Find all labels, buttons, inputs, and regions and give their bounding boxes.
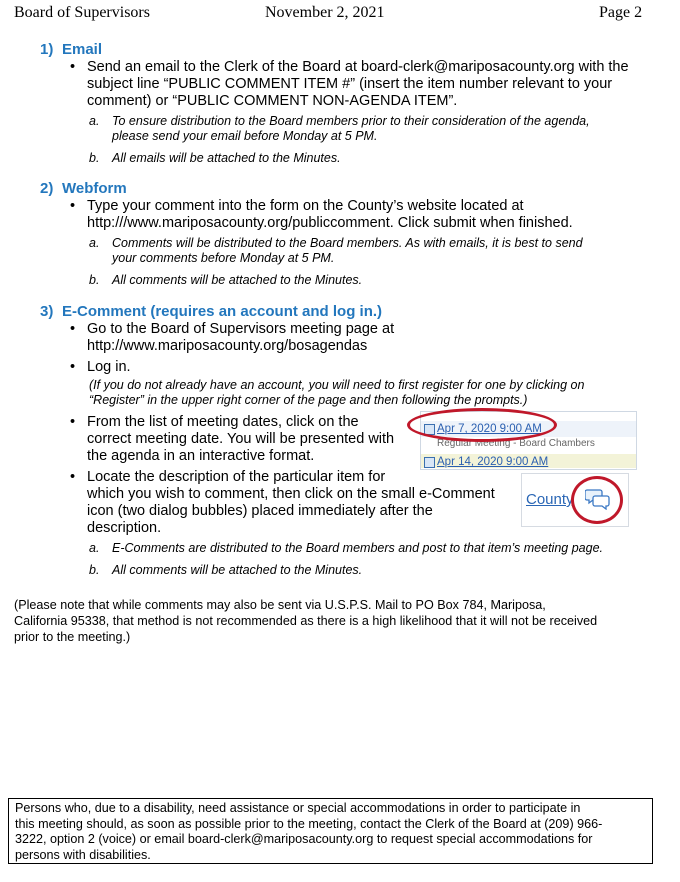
text-line: E-Comments are distributed to the Board members and post to that item’s meeting page.	[112, 541, 603, 555]
highlight-circle	[407, 408, 557, 442]
sub-item-label: b.	[89, 151, 100, 165]
agenda-item-link[interactable]: County	[526, 491, 574, 508]
bullet-icon: •	[70, 198, 76, 214]
section-number: 1)	[40, 41, 54, 58]
text-line: All emails will be attached to the Minutes.	[112, 151, 341, 165]
section-number: 2)	[40, 180, 54, 197]
sub-item-label: a.	[89, 236, 100, 250]
highlight-circle	[571, 476, 623, 524]
meeting-date-link[interactable]: Apr 14, 2020 9:00 AM	[437, 456, 549, 468]
text-line: please send your email before Monday at 5 PM.	[112, 129, 378, 143]
section-ecomment-heading	[40, 303, 382, 320]
meeting-description: Regular Meeting - Board Chambers	[437, 438, 595, 449]
text-line: All comments will be attached to the Minutes.	[112, 563, 363, 577]
text-line: this meeting should, as soon as possible prior to the meeting, contact the Clerk of the Board at (209) 966-	[15, 816, 603, 831]
text-line: (Please note that while comments may also be sent via U.S.P.S. Mail to PO Box 784, Mariposa,	[14, 598, 546, 612]
bullet-icon: •	[70, 359, 76, 375]
text-line: description.	[87, 520, 162, 536]
accessibility-notice	[8, 798, 653, 864]
text-line: (If you do not already have an account, you will need to first register for one by clicking on	[89, 378, 585, 392]
login-note	[89, 378, 584, 408]
text-line: Persons who, due to a disability, need assistance or special accommodations in order to participate in	[15, 801, 581, 815]
bullet-icon: •	[70, 414, 76, 430]
header-page-number: Page 2	[599, 4, 643, 21]
text-line: http:///www.mariposacounty.org/publiccomment. Click submit when finished.	[87, 215, 573, 231]
sub-item-label: b.	[89, 273, 100, 287]
text-line: comment) or “PUBLIC COMMENT NON-AGENDA ITEM”.	[87, 93, 458, 109]
text-line: Type your comment into the form on the County’s website located at	[87, 198, 524, 214]
text-line: California 95338, that method is not recommended as there is a high likelihood that it will not be received	[14, 614, 598, 628]
text-line: Send an email to the Clerk of the Board at board-clerk@mariposacounty.org with the	[87, 59, 629, 75]
section-webform-heading	[40, 180, 127, 197]
text-line: 3222, option 2 (voice) or email board-clerk@mariposacounty.org to request special accommodations for	[15, 832, 593, 846]
text-line: the agenda in an interactive format.	[87, 448, 315, 464]
sub-item-label: a.	[89, 541, 100, 555]
text-line: “Register” in the upper right corner of the page and then following the prompts.)	[89, 393, 528, 407]
text-line: All comments will be attached to the Minutes.	[112, 273, 363, 287]
text-line: Go to the Board of Supervisors meeting page at	[87, 321, 395, 337]
text-line: subject line “PUBLIC COMMENT ITEM #” (insert the item number relevant to your	[87, 76, 613, 92]
header-date: November 2, 2021	[265, 4, 385, 21]
text-line: Locate the description of the particular item for	[87, 469, 386, 485]
meeting-date-link[interactable]: Apr 7, 2020 9:00 AM	[437, 423, 542, 435]
text-line: your comments before Monday at 5 PM.	[112, 251, 335, 265]
sub-item-label: a.	[89, 114, 100, 128]
section-number: 3)	[40, 303, 54, 320]
section-title: E-Comment (requires an account and log in.)	[62, 303, 383, 320]
section-email-heading	[40, 41, 102, 58]
text-line: To ensure distribution to the Board members prior to their consideration of the agenda,	[112, 114, 590, 128]
text-line: which you wish to comment, then click on the small e-Comment	[87, 486, 495, 502]
text-line: correct meeting date. You will be presented with	[87, 431, 395, 447]
text-line: icon (two dialog bubbles) placed immediately after the	[87, 503, 433, 519]
text-line: Comments will be distributed to the Board members. As with emails, it is best to send	[112, 236, 583, 250]
bullet-icon: •	[70, 59, 76, 75]
sub-item-label: b.	[89, 563, 100, 577]
mail-note	[14, 597, 654, 645]
section-title: Webform	[62, 180, 127, 197]
section-title: Email	[62, 41, 103, 58]
calendar-icon	[424, 457, 435, 468]
header-board-name: Board of Supervisors	[14, 4, 150, 21]
text-line: From the list of meeting dates, click on the	[87, 414, 359, 430]
text-line: http://www.mariposacounty.org/bosagendas	[87, 338, 368, 354]
bullet-icon: •	[70, 321, 76, 337]
text-line: prior to the meeting.)	[14, 630, 131, 644]
text-line: persons with disabilities.	[15, 847, 151, 862]
text-line: Log in.	[87, 359, 131, 375]
bullet-icon: •	[70, 469, 76, 485]
